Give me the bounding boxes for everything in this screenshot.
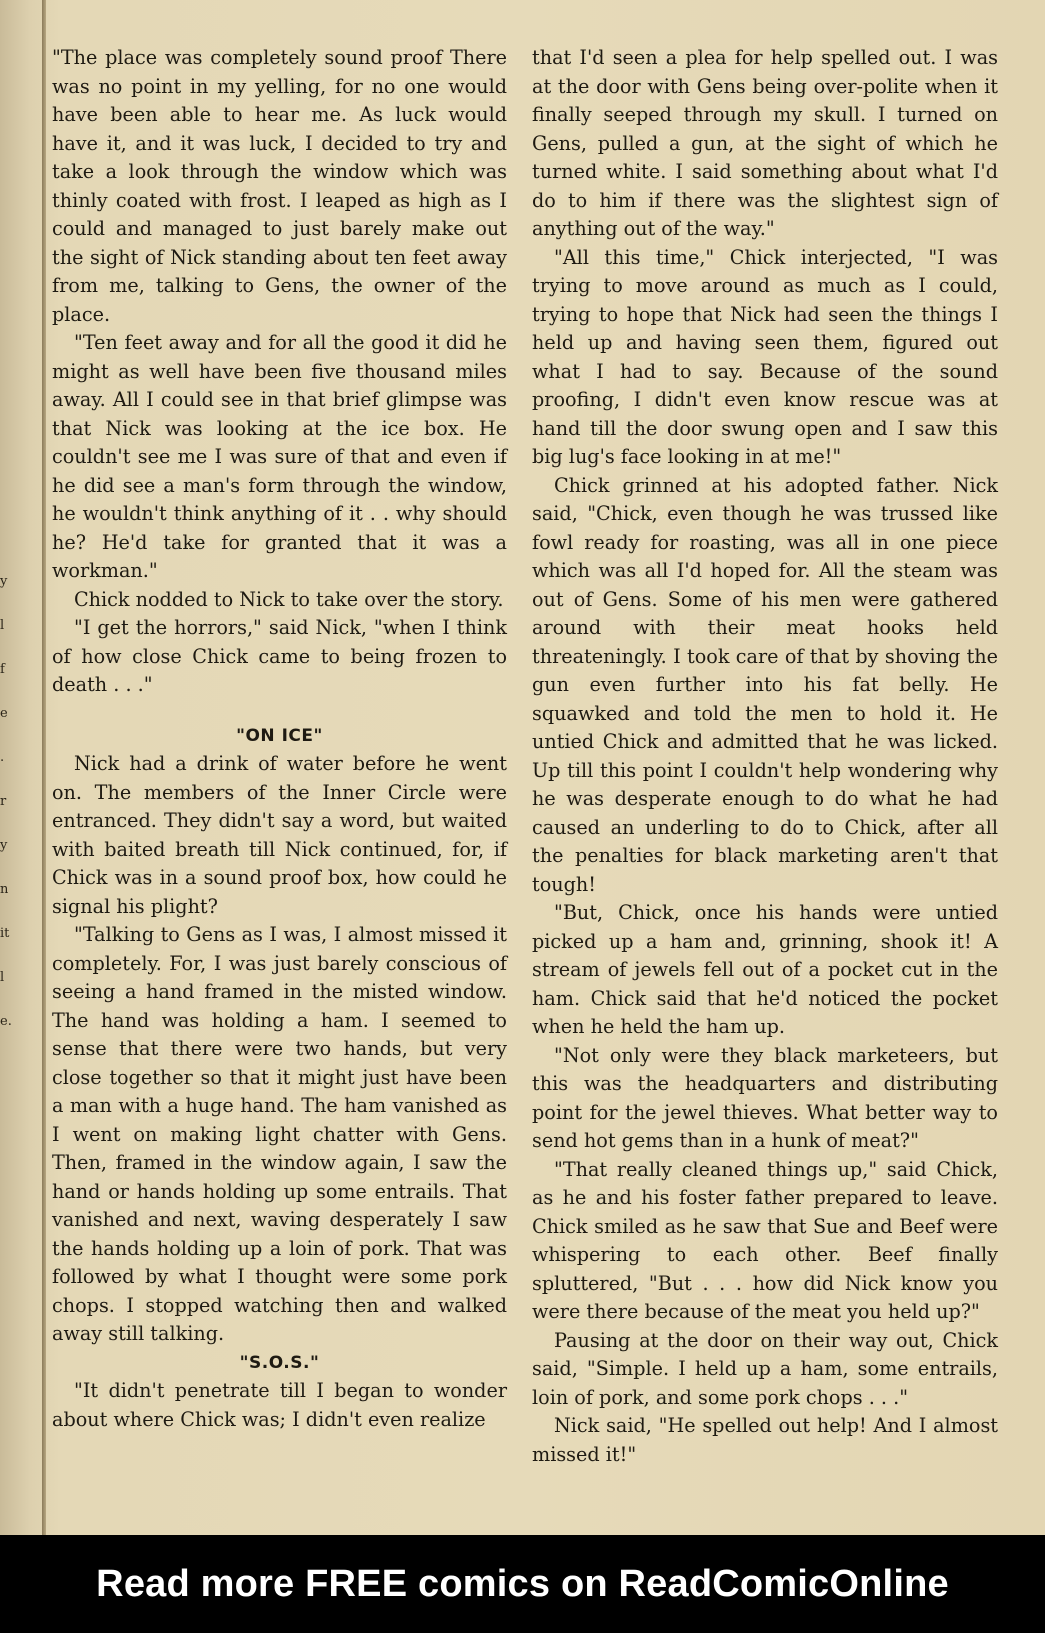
margin-mark: . (0, 750, 5, 765)
margin-mark: e (0, 706, 8, 721)
story-paragraph: Chick nodded to Nick to take over the story. (74, 587, 504, 611)
story-paragraph: "All this time," Chick interjected, "I was trying to move around as much as I could, trying to hope that Nick had seen the things I held up and having seen them, figured out what I had to say. Because of the sound proofing, I didn't even know rescue was at hand till the door swung open and I saw this big lug's face looking in at me!" (532, 245, 998, 468)
margin-mark: y (0, 574, 8, 589)
story-paragraph: "That really cleaned things up," said Chick, as he and his foster father prepared to leave. Chick smiled as he saw that Sue and Beef were whispering to each other. Beef finally spluttered, "But . . . how did Nick know you were there because of the meat you held up?" (532, 1157, 998, 1323)
margin-mark: n (0, 882, 9, 897)
story-paragraph: that I'd seen a plea for help spelled out. I was at the door with Gens being over-polite when it finally seeped through my skull. I turned on Gens, pulled a gun, at the sight of which he turned white. I said something about what I'd do to him if there was the slightest sign of anything out of the way." (532, 46, 998, 240)
story-paragraph: "Talking to Gens as I was, I almost missed it completely. For, I was just barely conscious of seeing a hand framed in the misted window. The hand was holding a ham. I seemed to sense that there were two hands, but very close together so that it might just have been a man with a huge hand. The ham vanished as I went on making light chatter with Gens. Then, framed in the window again, I saw the hand or hands holding up some entrails. That vanished and next, waving desperately I saw the hands holding up a loin of pork. That was followed by what I thought were some pork chops. I stopped watching then and walked away still talking. (52, 923, 507, 1345)
story-paragraph: Nick said, "He spelled out help! And I almost missed it!" (532, 1414, 998, 1466)
story-paragraph: "It didn't penetrate till I began to wonder about where Chick was; I didn't even realize (52, 1379, 507, 1431)
story-paragraph: Nick had a drink of water before he went on. The members of the Inner Circle were entranced. They didn't say a word, but waited with baited breath till Nick continued, for, if Chick was in a sound proof box, how could he signal his plight? (52, 752, 507, 918)
margin-mark: e. (0, 1014, 12, 1029)
margin-mark: f (0, 662, 5, 677)
section-heading-on-ice: "ON ICE" (236, 725, 323, 746)
margin-mark: it (0, 926, 10, 941)
margin-mark: r (0, 794, 7, 809)
right-text-column (532, 44, 998, 1469)
promo-banner-text[interactable]: Read more FREE comics on ReadComicOnline (96, 1562, 949, 1605)
page-gutter-line (42, 0, 46, 1535)
story-paragraph: "But, Chick, once his hands were untied picked up a ham and, grinning, shook it! A stream of jewels fell out of a pocket cut in the ham. Chick said that he'd noticed the pocket when he held the ham up. (532, 901, 998, 1038)
story-paragraph: Pausing at the door on their way out, Chick said, "Simple. I held up a ham, some entrails, loin of pork, and some pork chops . . ." (532, 1328, 998, 1409)
story-paragraph: "The place was completely sound proof There was no point in my yelling, for no one would have been able to hear me. As luck would have it, and it was luck, I decided to try and take a look through the window which was thinly coated with frost. I leaped as high as I could and managed to just barely make out the sight of Nick standing about ten feet away from me, talking to Gens, the owner of the place. (52, 46, 507, 326)
margin-mark: l (0, 970, 5, 985)
section-heading-sos: "S.O.S." (239, 1352, 320, 1373)
margin-mark: l (0, 618, 5, 633)
story-paragraph: Chick grinned at his adopted father. Nick said, "Chick, even though he was trussed like fowl ready for roasting, was all in one piece which was all I'd hoped for. All the steam was out of Gens. Some of his men were gathered around with their meat hooks held threateningly. I took care of that by shoving the gun even further into his fat belly. He squawked and told the men to hold it. He untied Chick and admitted that he was licked. Up till this point I couldn't help wondering why he was desperate enough to do what he had caused an underling to do to Chick, after all the penalties for black marketing aren't that tough! (532, 473, 998, 896)
story-paragraph: "Not only were they black marketeers, but this was the headquarters and distributing point for the jewel thieves. What better way to send hot gems than in a hunk of meat?" (532, 1043, 998, 1152)
story-paragraph: "I get the horrors," said Nick, "when I think of how close Chick came to being frozen to death . . ." (52, 616, 507, 696)
left-text-column (52, 44, 507, 1434)
left-margin-marks (0, 560, 20, 1044)
margin-mark: y (0, 838, 8, 853)
promo-banner[interactable] (0, 1535, 1045, 1633)
story-paragraph: "Ten feet away and for all the good it did he might as well have been five thousand miles away. All I could see in that brief glimpse was that Nick was looking at the ice box. He couldn't see me I was sure of that and even if he did see a man's form through the window, he wouldn't think anything of it . . why should he? He'd take for granted that it was a workman." (52, 331, 507, 582)
